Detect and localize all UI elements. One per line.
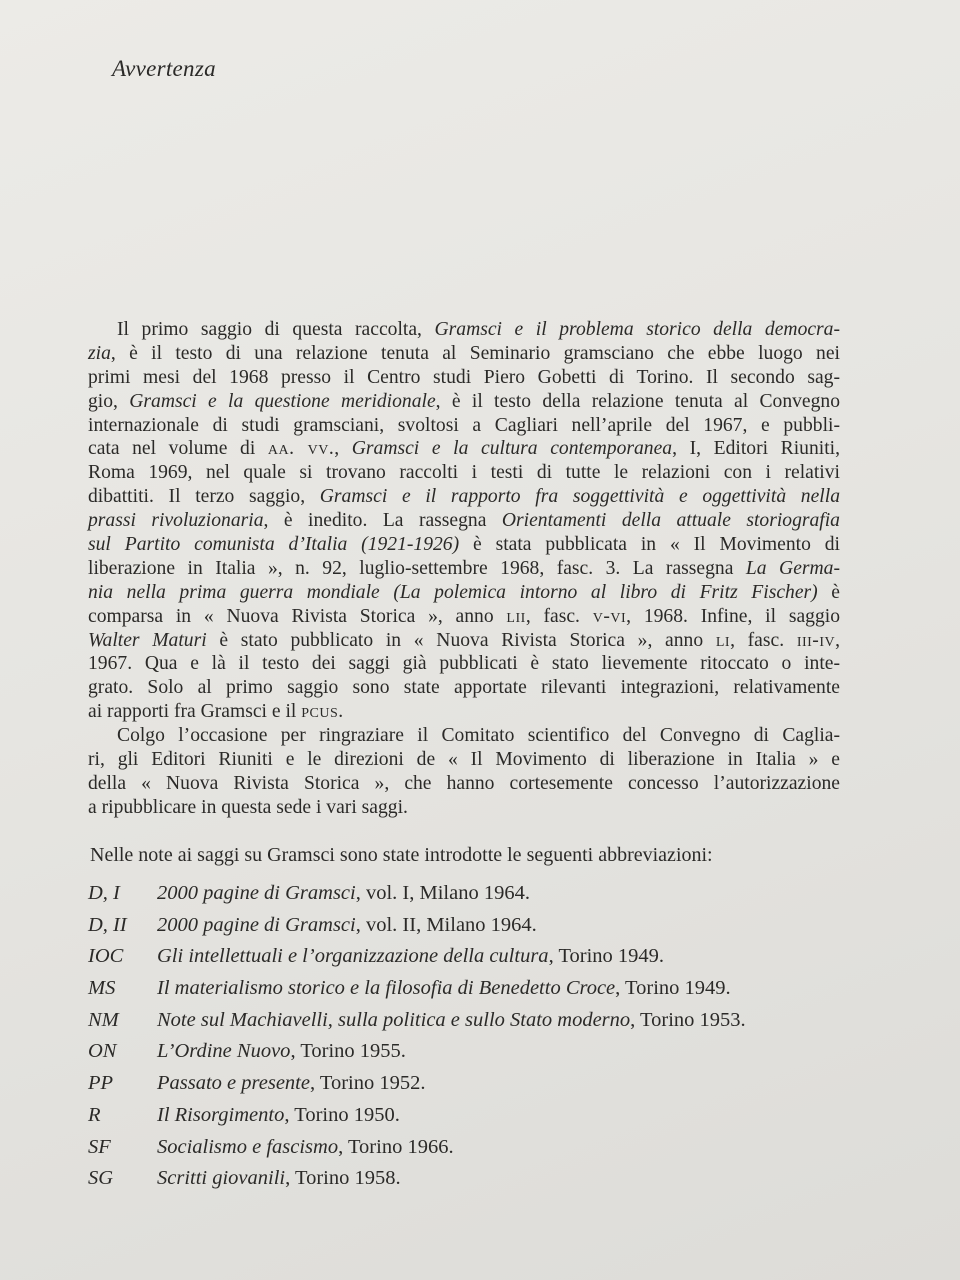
text-segment: 1967. Qua e là il testo dei saggi già pubblicati è stato lievemente ritoccato o inte-	[88, 653, 840, 675]
text-line	[88, 796, 840, 820]
abbreviation-item	[88, 1068, 746, 1100]
text-segment: , è inedito. La rassegna	[263, 510, 502, 532]
text-segment: Roma 1969, nel quale si trovano raccolti i testi di tutte le relazioni con i relativi	[88, 462, 840, 484]
abbreviation-item	[88, 878, 746, 910]
text-segment: è stata pubblicata in « Il Movimento di	[459, 534, 840, 556]
work-details: , Torino 1949.	[615, 977, 731, 1000]
work-title: Il Risorgimento	[157, 1103, 285, 1126]
work-details: , Torino 1955.	[290, 1040, 406, 1063]
italic-title: Gramsci e la cultura contemporanea	[351, 438, 673, 460]
abbreviation-key: SG	[88, 1167, 114, 1190]
abbreviation-item	[88, 1163, 746, 1195]
work-details: , Torino 1950.	[284, 1103, 400, 1126]
text-line	[88, 485, 840, 509]
work-details: , Torino 1949.	[548, 945, 665, 968]
text-line	[88, 533, 840, 557]
work-title: L’Ordine Nuovo	[157, 1040, 291, 1063]
italic-title: Gramsci e il problema storico della democra-	[434, 319, 841, 340]
abbreviations-list	[88, 878, 746, 1195]
abbreviation-key: IOC	[88, 945, 124, 968]
text-line	[88, 629, 840, 653]
work-title: 2000 pagine di Gramsci	[157, 882, 356, 904]
italic-title: Gramsci e la questione meridionale	[129, 390, 436, 412]
abbreviation-key: D, II	[88, 913, 127, 936]
text-segment: , fasc.	[525, 605, 593, 627]
text-line	[88, 676, 840, 700]
text-segment: , I, Editori Riuniti,	[672, 438, 841, 460]
abbreviation-key: ON	[88, 1040, 117, 1063]
text-line	[88, 509, 840, 533]
text-line	[88, 772, 840, 796]
text-line	[88, 605, 840, 629]
text-line	[88, 557, 840, 581]
work-details: , Torino 1952.	[309, 1072, 426, 1095]
preface-body	[88, 318, 840, 820]
abbreviation-key: D, I	[88, 882, 120, 904]
text-segment: gio,	[88, 390, 130, 412]
abbreviation-item	[88, 1132, 746, 1164]
work-title: Note sul Machiavelli, sulla politica e sullo Stato moderno	[157, 1008, 631, 1031]
abbreviation-item	[88, 1005, 746, 1037]
italic-title: Gramsci e il rapporto fra soggettività e oggettività nella	[319, 486, 840, 508]
text-line	[88, 414, 840, 438]
work-details: , Torino 1953.	[630, 1008, 746, 1031]
work-title: Passato e presente	[157, 1072, 310, 1095]
italic-title: nia nella prima guerra mondiale (La polemica intorno al libro di Fritz Fischer)	[88, 581, 818, 603]
italic-title: prassi rivoluzionaria	[88, 510, 264, 532]
text-segment: Il primo saggio di questa raccolta,	[117, 319, 435, 340]
text-segment: ,	[835, 629, 841, 651]
italic-title: zia	[88, 342, 111, 364]
text-segment: , è il testo di una relazione tenuta al Seminario gramsciano che ebbe luogo nei	[110, 342, 840, 364]
italic-title: Orientamenti della attuale storiografia	[501, 510, 840, 532]
text-segment: internazionale di studi gramsciani, svoltosi a Cagliari nell’aprile del 1967, e pubbli-	[88, 414, 840, 436]
abbreviation-key: PP	[88, 1072, 114, 1095]
abbreviation-key: SF	[88, 1135, 111, 1158]
text-line	[88, 318, 840, 342]
abbreviations-intro: Nelle note ai saggi su Gramsci sono state introdotte le seguenti abbreviazioni:	[90, 844, 713, 866]
text-segment: a ripubblicare in questa sede i vari saggi.	[88, 796, 408, 818]
text-segment: grato. Solo al primo saggio sono state apportate rilevanti integrazioni, relativamente	[88, 677, 840, 699]
work-title: 2000 pagine di Gramsci	[157, 913, 356, 936]
work-title: Il materialismo storico e la filosofia di Benedetto Croce	[157, 977, 616, 1000]
abbreviation-item	[88, 1036, 746, 1068]
work-details: , vol. I, Milano 1964.	[355, 882, 530, 904]
small-caps-text: li	[715, 629, 731, 651]
abbreviation-item	[88, 1100, 746, 1132]
text-segment: comparsa in « Nuova Rivista Storica », anno	[88, 605, 507, 627]
work-details: , Torino 1966.	[338, 1135, 454, 1158]
text-segment: , 1968. Infine, il saggio	[626, 605, 841, 627]
text-line	[88, 342, 840, 366]
text-line	[88, 652, 840, 676]
text-segment: liberazione in Italia », n. 92, luglio-settembre 1968, fasc. 3. La rassegna	[88, 557, 746, 579]
text-line	[88, 461, 840, 485]
text-segment: è	[817, 581, 840, 603]
text-segment: , fasc.	[730, 629, 797, 651]
text-segment: cata nel volume di	[88, 438, 268, 460]
abbreviation-key: R	[88, 1103, 101, 1126]
text-segment: ,	[334, 438, 352, 460]
text-line	[88, 437, 840, 461]
text-line	[88, 724, 840, 748]
italic-title: sul Partito comunista d’Italia (1921-1926)	[88, 534, 460, 556]
text-line	[88, 366, 840, 390]
small-caps-text: iii-iv	[796, 629, 836, 651]
text-segment: della « Nuova Rivista Storica », che hanno cortesemente concesso l’autorizzazione	[88, 772, 840, 794]
text-segment: dibattiti. Il terzo saggio,	[88, 486, 320, 508]
text-line	[88, 748, 840, 772]
work-details: , Torino 1958.	[285, 1167, 401, 1190]
abbreviation-key: MS	[88, 977, 116, 1000]
abbreviation-item	[88, 941, 746, 973]
text-line	[88, 390, 840, 414]
text-segment: ai rapporti fra Gramsci e il	[88, 701, 302, 723]
abbreviation-item	[88, 910, 746, 942]
work-details: , vol. II, Milano 1964.	[355, 913, 537, 936]
text-segment: , è il testo della relazione tenuta al Convegno	[435, 390, 841, 412]
text-segment: .	[338, 701, 344, 723]
small-caps-text: aa. vv.	[267, 438, 335, 460]
abbreviation-item	[88, 973, 746, 1005]
text-line	[88, 581, 840, 605]
small-caps-text: v-vi	[592, 605, 627, 627]
text-segment: è stato pubblicato in « Nuova Rivista Storica », anno	[206, 629, 716, 651]
text-line	[88, 700, 840, 724]
italic-title: La Germa-	[745, 557, 840, 579]
italic-title: Walter Maturi	[88, 629, 207, 651]
small-caps-text: lii	[506, 605, 526, 627]
work-title: Gli intellettuali e l’organizzazione della cultura	[157, 945, 549, 968]
page-heading: Avvertenza	[112, 56, 216, 81]
work-title: Scritti giovanili	[157, 1167, 286, 1190]
text-segment: primi mesi del 1968 presso il Centro studi Piero Gobetti di Torino. Il secondo sag-	[88, 366, 840, 388]
small-caps-text: pcus	[301, 701, 339, 723]
text-segment: Colgo l’occasione per ringraziare il Comitato scientifico del Convegno di Caglia-	[117, 725, 840, 747]
text-segment: ri, gli Editori Riuniti e le direzioni de « Il Movimento di liberazione in Italia » e	[88, 749, 840, 771]
work-title: Socialismo e fascismo	[157, 1135, 339, 1158]
abbreviation-key: NM	[88, 1008, 119, 1031]
